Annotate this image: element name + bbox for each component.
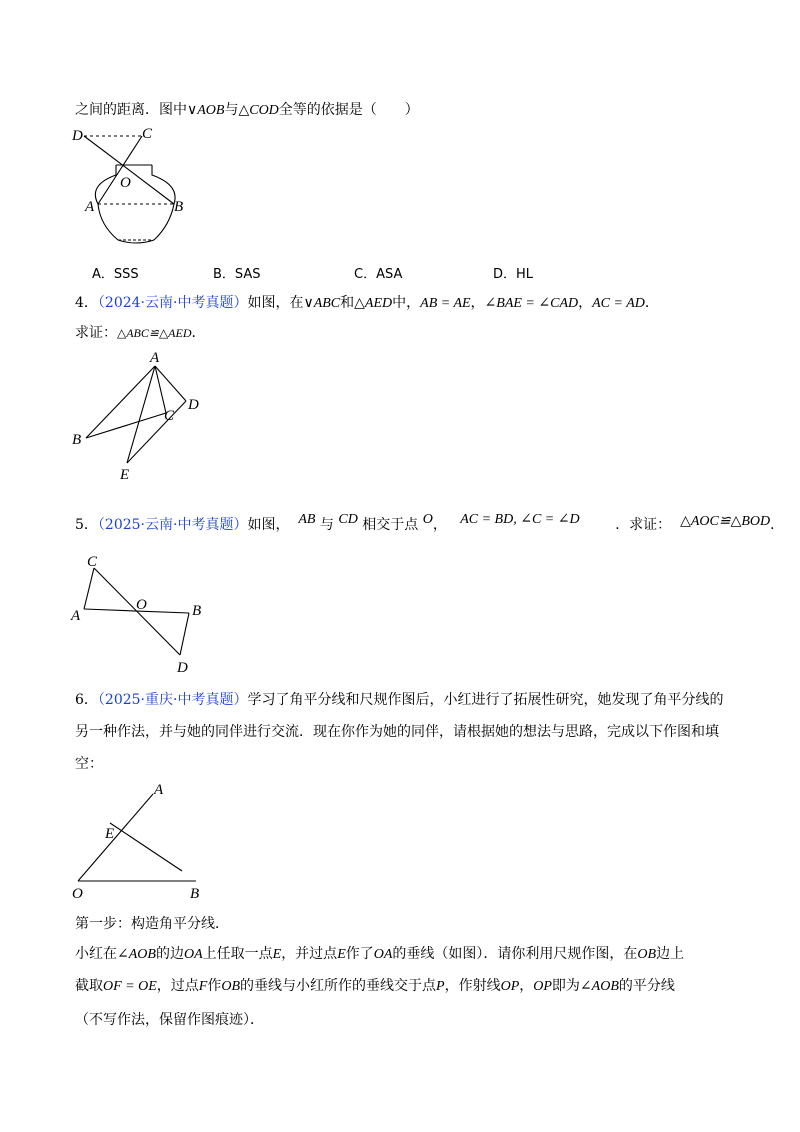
option-b[interactable]: B．SAS — [213, 267, 261, 282]
q4-prove: 求证：△ABC≌△AED． — [75, 325, 206, 341]
label-b: B — [192, 603, 202, 619]
label-e: E — [105, 826, 115, 842]
option-a[interactable]: A．SSS — [92, 267, 139, 282]
label-a: A — [150, 350, 160, 366]
q6-line3: 空： — [75, 756, 103, 772]
q4-figure — [70, 348, 210, 483]
q3-stem: 之间的距离．图中∨AOB与△COD全等的依据是（ ） — [75, 102, 419, 118]
label-c: C — [164, 408, 175, 424]
q4-stem: 4．（2024·云南·中考真题）如图，在∨ABC和△AED中，AB = AE，∠BAE = ∠CAD，AC = AD． — [75, 295, 659, 311]
label-a: A — [85, 199, 95, 215]
q3-vase-figure — [70, 125, 200, 250]
q6-para2: 截取OF = OE，过点F作OB的垂线与小红所作的垂线交于点P，作射线OP，OP即为∠AOB的平分线 — [75, 978, 675, 994]
q5-figure — [70, 552, 210, 677]
q6-line2: 另一种作法，并与她的同伴进行交流．现在你作为她的同伴，请根据她的想法与思路，完成以下作图和填 — [75, 724, 719, 740]
label-o: O — [136, 597, 147, 613]
label-d: D — [72, 128, 83, 144]
q6-figure — [70, 780, 210, 900]
label-b: B — [190, 886, 200, 902]
q5-stem: 5．（2025·云南·中考真题）如图， AB 与 CD 相交于点 O， AC = BD, ∠C = ∠D ．求证： △AOC≌△BOD． — [75, 512, 785, 533]
q6-line1: 6．（2025·重庆·中考真题）学习了角平分线和尺规作图后，小红进行了拓展性研究，她发现了角平分线的 — [75, 692, 724, 708]
q4-source: （2024·云南·中考真题） — [97, 295, 248, 311]
q6-step1: 第一步：构造角平分线． — [75, 916, 229, 932]
label-a: A — [154, 782, 164, 798]
q5-source: （2025·云南·中考真题） — [97, 517, 248, 533]
option-d[interactable]: D．HL — [493, 267, 534, 282]
label-d: D — [188, 397, 199, 413]
q6-para3: （不写作法，保留作图痕迹）． — [75, 1012, 264, 1028]
q6-source: （2025·重庆·中考真题） — [97, 692, 248, 708]
label-o: O — [72, 886, 83, 902]
label-o: O — [120, 175, 131, 191]
label-b: B — [174, 199, 184, 215]
label-b: B — [72, 432, 82, 448]
q6-para1: 小红在∠AOB的边OA上任取一点E，并过点E作了OA的垂线（如图）．请你利用尺规作图，在OB边上 — [75, 946, 685, 962]
label-a: A — [71, 608, 81, 624]
label-c: C — [87, 554, 98, 570]
label-d: D — [177, 660, 188, 676]
option-c[interactable]: C．ASA — [354, 267, 403, 282]
label-c: C — [142, 126, 153, 142]
label-e: E — [120, 467, 130, 483]
